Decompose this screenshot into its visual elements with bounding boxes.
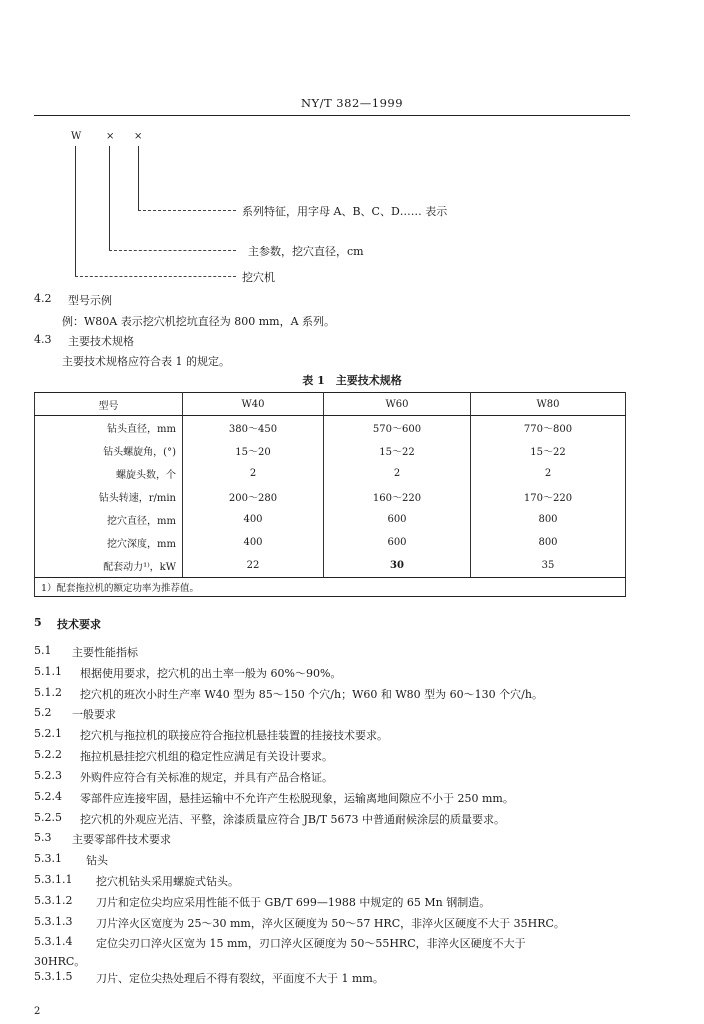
table-cell: 钻头螺旋角，(°) bbox=[35, 439, 183, 462]
table-cell: 600 bbox=[324, 508, 471, 531]
table-row bbox=[35, 485, 626, 508]
diagram-line-x2 bbox=[138, 146, 139, 210]
diagram-lead-series bbox=[138, 210, 236, 211]
table-cell: 挖穴直径，mm bbox=[35, 508, 183, 531]
clause-number: 5.2.2 bbox=[34, 748, 62, 762]
table-cell: 35 bbox=[471, 554, 626, 578]
page-header: NY/T 382—1999 bbox=[300, 96, 404, 110]
table-note: 1）配套拖拉机的额定功率为推荐值。 bbox=[35, 578, 626, 597]
clause-number: 5.2.4 bbox=[34, 789, 62, 803]
table-cell: 钻头直径，mm bbox=[35, 416, 183, 440]
clause-number: 5.2.5 bbox=[34, 810, 62, 824]
table-cell: 400 bbox=[183, 508, 324, 531]
diagram-line-w bbox=[75, 146, 76, 276]
clause-number: 4.2 bbox=[34, 292, 52, 305]
table-cell: 2 bbox=[471, 462, 626, 485]
param-label: 主参数，挖穴直径，cm bbox=[248, 245, 364, 258]
table-caption: 表 1 主要技术规格 bbox=[302, 374, 402, 387]
clause-number: 5.3.1.4 bbox=[34, 935, 73, 949]
diagram-lead-param bbox=[109, 250, 236, 251]
table-header-cell: 型号 bbox=[35, 393, 183, 416]
clause-text: 主要技术规格应符合表 1 的规定。 bbox=[62, 355, 230, 368]
clause-number: 5.2.3 bbox=[34, 768, 62, 782]
spec-table bbox=[34, 392, 626, 597]
clause-title: 主要技术规格 bbox=[68, 335, 134, 348]
clause-number: 5.1 bbox=[34, 644, 52, 657]
clause-number: 5.3.1.3 bbox=[34, 914, 73, 928]
clause-text: 根据使用要求，挖穴机的出土率一般为 60%～90%。 bbox=[80, 666, 342, 680]
clause-text: 刀片、定位尖热处理后不得有裂纹，平面度不大于 1 mm。 bbox=[96, 971, 384, 985]
model-letter-x2: × bbox=[134, 131, 143, 142]
clause-text: 零部件应连接牢固，悬挂运输中不允许产生松脱现象，运输离地间隙应不小于 250 mm。 bbox=[80, 791, 514, 805]
clause-text: 刀片淬火区宽度为 25～30 mm，淬火区硬度为 50～57 HRC，非淬火区硬度不大于 35HRC。 bbox=[96, 916, 565, 930]
clause-text: 一般要求 bbox=[72, 708, 116, 722]
table-cell: 200～280 bbox=[183, 485, 324, 508]
clause-number: 5.2.1 bbox=[34, 727, 62, 741]
clause-number: 5.2 bbox=[34, 706, 52, 720]
clause-text: 拖拉机悬挂挖穴机组的稳定性应满足有关设计要求。 bbox=[80, 750, 333, 764]
table-cell: 15～22 bbox=[471, 439, 626, 462]
table-cell: 160～220 bbox=[324, 485, 471, 508]
table-cell: 400 bbox=[183, 531, 324, 554]
clause-text: 挖穴机钻头采用螺旋式钻头。 bbox=[96, 875, 239, 888]
table-cell: 2 bbox=[183, 462, 324, 485]
table-cell: 770～800 bbox=[471, 416, 626, 440]
table-cell: 15～22 bbox=[324, 439, 471, 462]
clause-text: 主要性能指标 bbox=[72, 646, 138, 659]
model-letter-w: W bbox=[71, 131, 82, 142]
table-cell: 螺旋头数，个 bbox=[35, 462, 183, 485]
clause-number: 5.3.1.2 bbox=[34, 893, 73, 907]
clause-number: 5.3.1 bbox=[34, 852, 62, 866]
table-header-cell: W80 bbox=[471, 393, 626, 416]
clause-text: 例：W80A 表示挖穴机挖坑直径为 800 mm，A 系列。 bbox=[62, 315, 336, 328]
table-cell: 170～220 bbox=[471, 485, 626, 508]
section-title: 技术要求 bbox=[57, 618, 101, 631]
clause-text: 钻头 bbox=[86, 854, 108, 868]
model-letter-x1: × bbox=[106, 131, 115, 142]
page-number: 2 bbox=[34, 1006, 41, 1017]
table-cell: 380～450 bbox=[183, 416, 324, 440]
table-cell: 22 bbox=[183, 554, 324, 578]
clause-number: 5.1.2 bbox=[34, 685, 62, 699]
table-header-cell: W40 bbox=[183, 393, 324, 416]
table-header-row bbox=[35, 393, 626, 416]
clause-text: 挖穴机的班次小时生产率 W40 型为 85～150 个穴/h；W60 和 W80 型为 60～130 个穴/h。 bbox=[80, 687, 543, 701]
table-cell: 15～20 bbox=[183, 439, 324, 462]
clause-number: 5.3.1.5 bbox=[34, 969, 73, 983]
table-cell: 30 bbox=[324, 554, 471, 578]
table-row bbox=[35, 416, 626, 440]
clause-number: 5.3.1.1 bbox=[34, 873, 73, 886]
clause-number: 5.1.1 bbox=[34, 664, 62, 678]
table-cell: 钻头转速，r/min bbox=[35, 485, 183, 508]
table-cell: 800 bbox=[471, 508, 626, 531]
clause-text-continuation: 30HRC。 bbox=[34, 954, 86, 968]
diagram-line-x1 bbox=[109, 146, 110, 250]
table-cell: 570～600 bbox=[324, 416, 471, 440]
clause-text: 刀片和定位尖均应采用性能不低于 GB/T 699—1988 中规定的 65 Mn 钢制造。 bbox=[96, 895, 491, 909]
clause-text: 挖穴机的外观应光洁、平整，涂漆质量应符合 JB/T 5673 中普通耐候涂层的质量要求。 bbox=[80, 812, 506, 826]
clause-number: 4.3 bbox=[34, 333, 52, 346]
clause-title: 型号示例 bbox=[68, 294, 112, 307]
clause-text: 外购件应符合有关标准的规定，并具有产品合格证。 bbox=[80, 770, 333, 784]
table-note-row bbox=[35, 578, 626, 597]
table-cell: 2 bbox=[324, 462, 471, 485]
series-label: 系列特征，用字母 A、B、C、D…… 表示 bbox=[242, 205, 448, 218]
table-cell: 600 bbox=[324, 531, 471, 554]
table-row bbox=[35, 508, 626, 531]
clause-text: 挖穴机与拖拉机的联接应符合拖拉机悬挂装置的挂接技术要求。 bbox=[80, 729, 388, 743]
table-row bbox=[35, 531, 626, 554]
section-number: 5 bbox=[34, 616, 42, 629]
table-row bbox=[35, 439, 626, 462]
table-cell: 配套动力¹⁾，kW bbox=[35, 554, 183, 578]
header-rule bbox=[34, 115, 630, 116]
table-cell: 800 bbox=[471, 531, 626, 554]
table-cell: 挖穴深度，mm bbox=[35, 531, 183, 554]
clause-text: 定位尖刃口淬火区宽为 15 mm，刃口淬火区硬度为 50～55HRC，非淬火区硬度不大于 bbox=[96, 937, 526, 951]
table-row bbox=[35, 462, 626, 485]
table-row bbox=[35, 554, 626, 578]
clause-text: 主要零部件技术要求 bbox=[72, 833, 171, 847]
clause-number: 5.3 bbox=[34, 831, 52, 845]
machine-label: 挖穴机 bbox=[242, 271, 275, 284]
diagram-lead-machine bbox=[75, 276, 236, 277]
table-header-cell: W60 bbox=[324, 393, 471, 416]
